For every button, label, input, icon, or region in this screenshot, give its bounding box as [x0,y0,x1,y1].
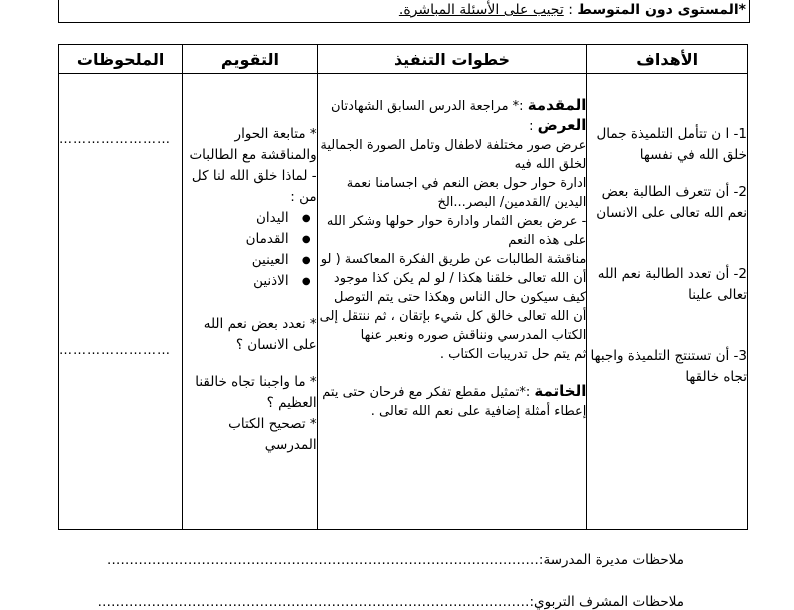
eval-count: * نعدد بعض نعم الله على الانسان ؟ [203,316,317,353]
level-label: المستوى دون المتوسط [577,2,739,18]
step-line-2: ادارة حوار حول بعض النعم في اجسامنا نعمة اليدين /القدمين/ البصر...الخ [346,176,587,210]
principal-notes-line [107,552,684,568]
closing-label: الخاتمة [534,382,587,400]
header-row [59,45,748,74]
eval-bullet-1: ● اليدان [183,208,288,229]
step-line-5: ثم يتم حل تدريبات الكتاب . [439,347,587,362]
goal-4: 3- أن تستنتج التلميذة واجبها تجاه خالقها [590,348,747,385]
eval-duty: * ما واجبنا تجاه خالقنا العظيم ؟ [195,374,317,411]
supervisor-notes-line [98,594,685,610]
principal-notes-label: ملاحظات مديرة المدرسة: [538,552,684,568]
steps-cell [317,74,587,530]
eval-bullet-list [183,208,316,292]
goals-cell [587,74,748,530]
notes-cell [59,74,183,530]
lesson-plan-table [58,44,748,530]
level-prefix: * [738,2,746,18]
presentation-label: العرض [537,116,587,134]
step-line-1: عرض صور مختلفة لاطفال وتامل الصورة الجمالية لخلق الله فيه [320,138,587,172]
closing-line [318,382,587,421]
level-colon: : [563,2,578,18]
level-text: تجيب على الأسئلة المباشرة. [398,2,564,18]
header-notes: الملحوظات [59,45,183,74]
intro-label: المقدمة [527,96,587,114]
eval-bullet-3: ● العينين [183,250,288,271]
header-steps: خطوات التنفيذ [317,45,587,74]
notes-dots-2: …………………… [59,343,171,358]
presentation-line [318,116,587,136]
content-row [59,74,748,530]
eval-follow: * متابعة الحوار والمناقشة مع الطالبات [189,126,317,163]
intro-line [318,96,587,116]
goal-2: 2- أن تتعرف الطالبة بعض نعم الله تعالى على الانسان [596,184,747,221]
closing-text: :*تمثيل مقطع تفكر مع فرحان حتى يتم إعطاء أمثلة إضافية على نعم الله تعالى . [322,385,587,419]
step-line-4: مناقشة الطالبات عن طريق الفكرة المعاكسة ( لو أن الله تعالى خلقنا هكذا / لو لم يكن كذا موجود كيف سيكون حال الناس وهكذا حتى يتم التوصل أن الله تعالى خالق كل شيء بإتقان ، ثم ننتقل إلى الكتاب المدرسي ونناقش صوره ونعبر عنها [319,252,587,343]
header-goals: الأهداف [587,45,748,74]
goal-3: 2- أن تعدد الطالبة نعم الله تعالى علينا [597,266,747,303]
evaluation-cell [183,74,317,530]
presentation-colon: : [529,119,538,134]
goal-1: 1- ا ن تتأمل التلميذة جمال خلق الله في نفسها [596,126,747,163]
eval-why: - لماذا خلق الله لنا كل من : [191,168,317,205]
eval-correct: * تصحيح الكتاب المدرسي [228,416,317,453]
principal-notes-dots: …………………………………………………………………………………… [106,552,539,568]
step-line-3: - عرض بعض الثمار وادارة حوار حولها وشكر الله على هذه النعم [326,214,587,248]
supervisor-notes-dots: …………………………………………………………………………………… [97,594,530,610]
level-line [399,2,746,18]
supervisor-notes-label: ملاحظات المشرف التربوي: [529,594,684,610]
eval-bullet-4: ● الاذنين [183,271,288,292]
intro-text: :* مراجعة الدرس السابق الشهادتان [330,99,528,114]
eval-bullet-2: ● القدمان [183,229,288,250]
header-evaluation: التقويم [183,45,317,74]
notes-dots-1: …………………… [59,132,171,147]
